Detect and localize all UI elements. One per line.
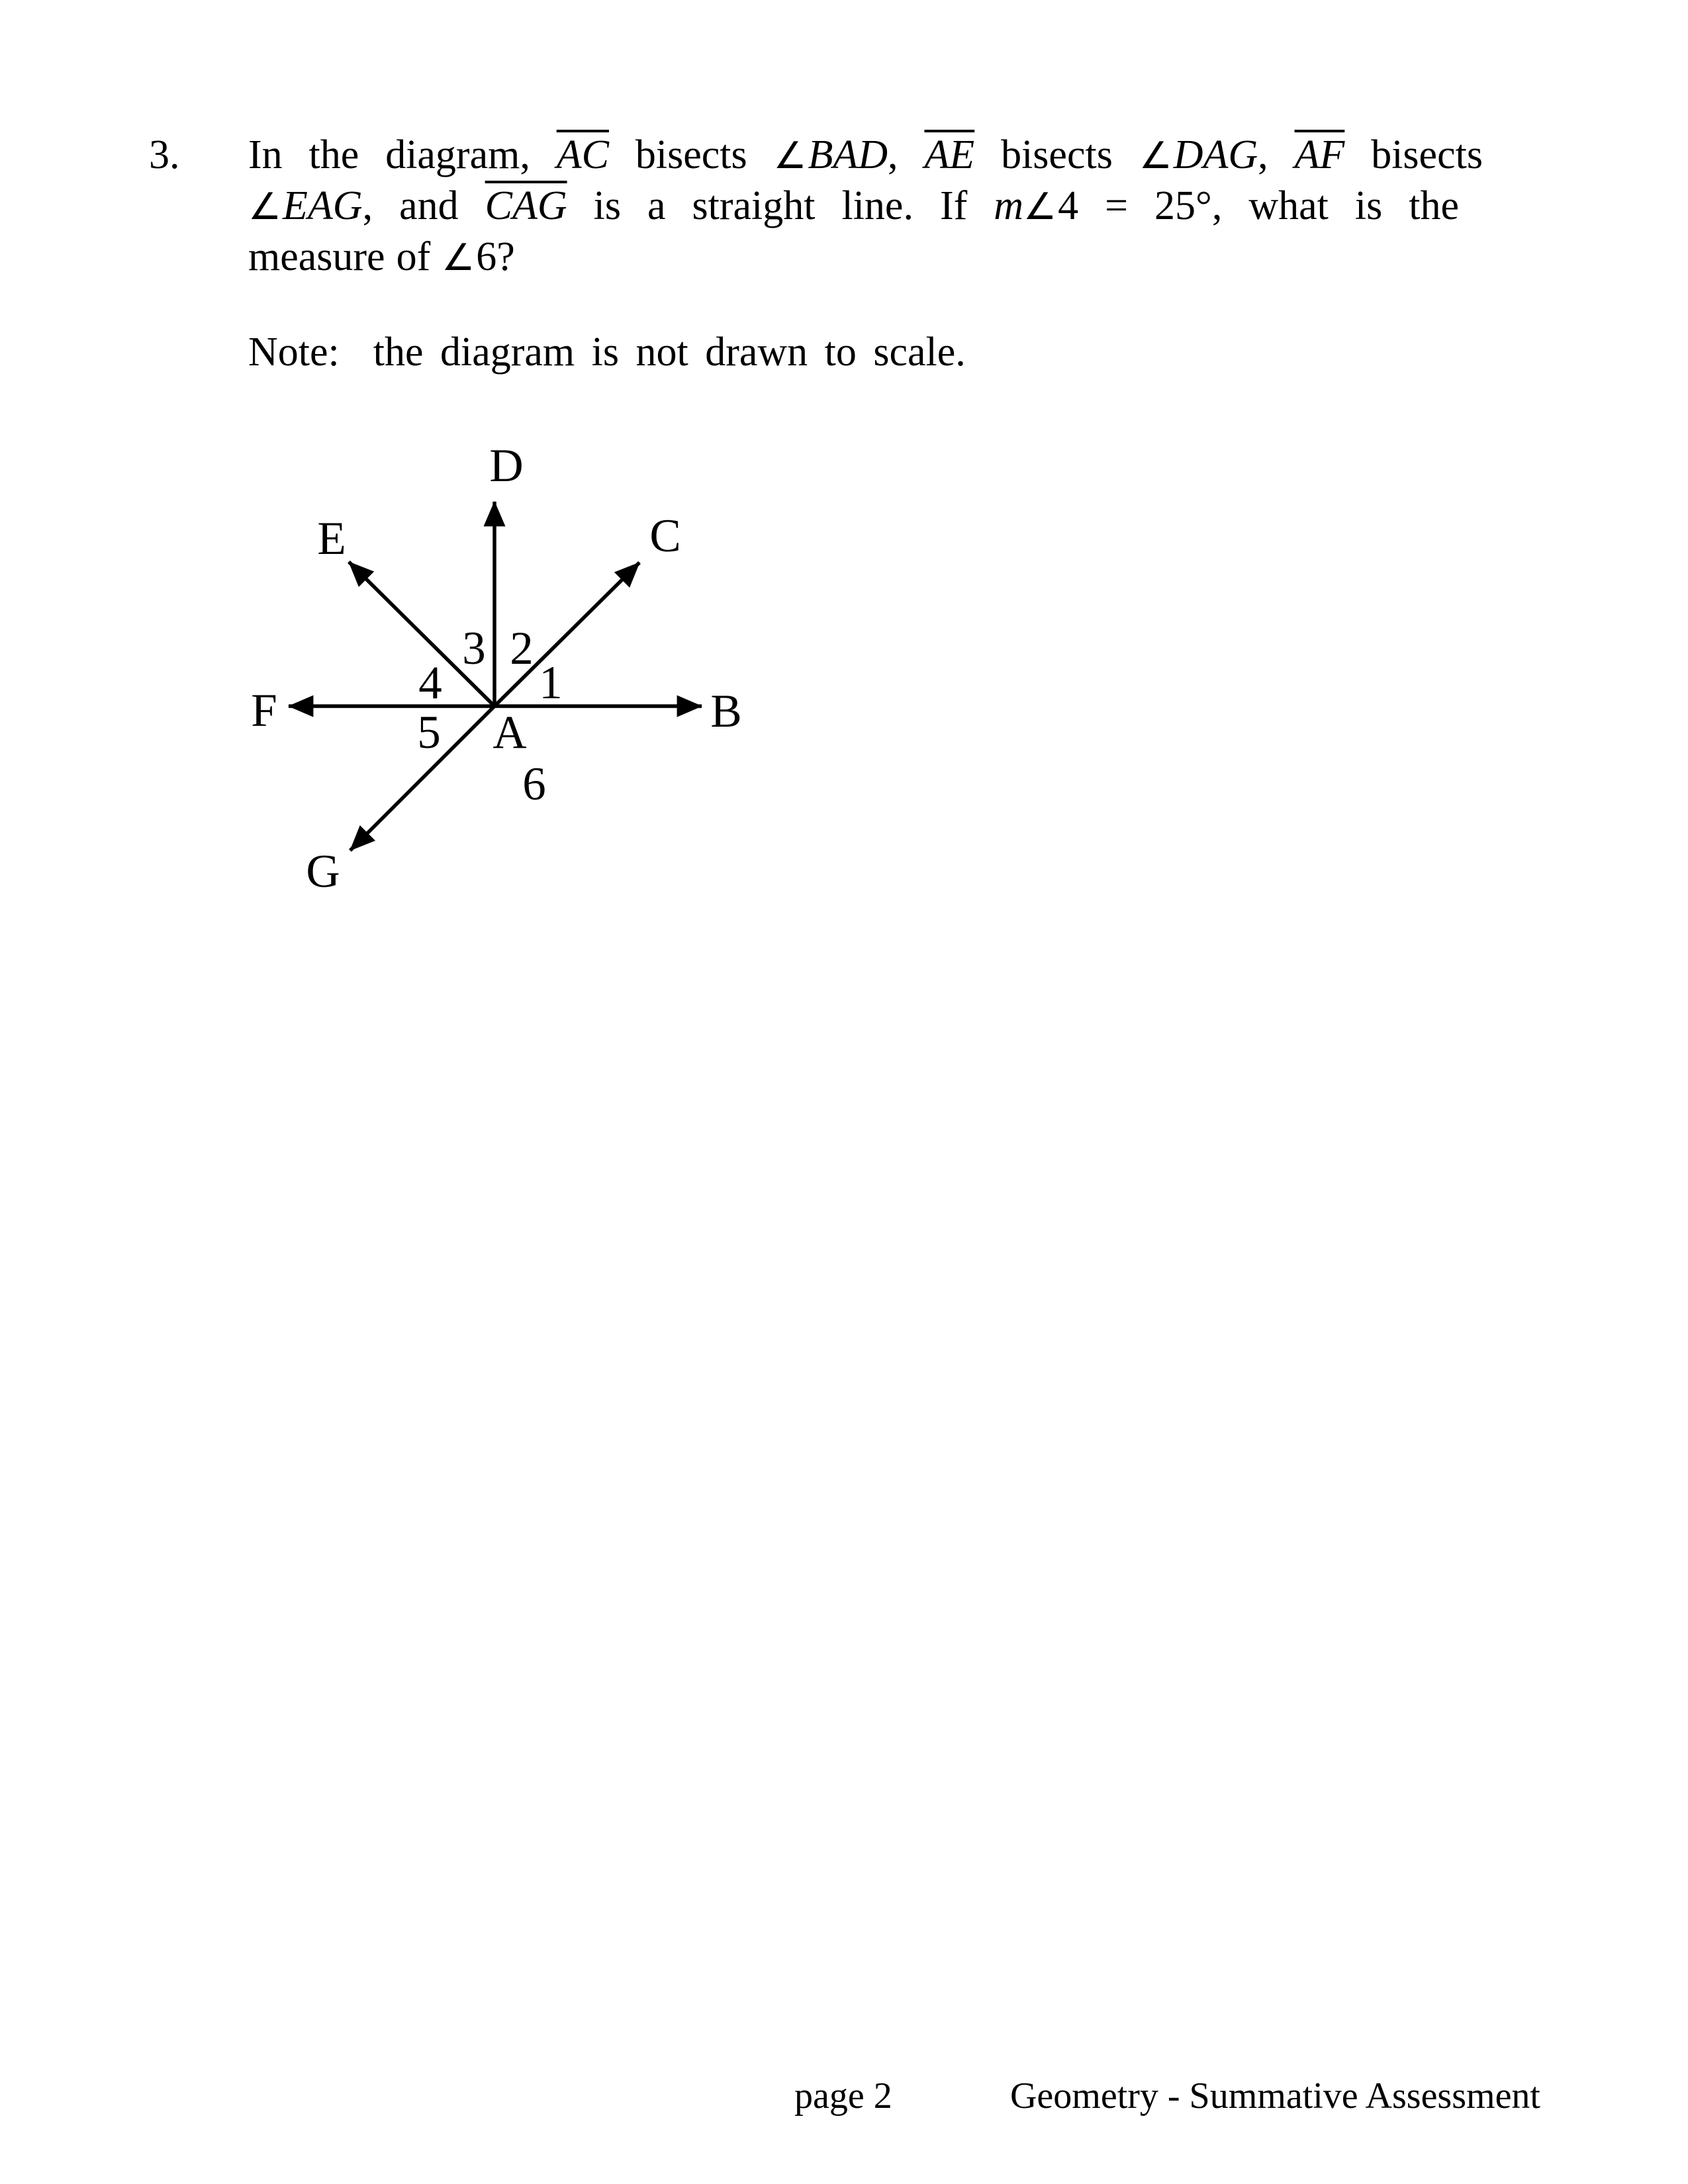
problem-number: 3.: [149, 132, 180, 177]
footer-page-number: page 2: [794, 2075, 892, 2116]
text-segment: 25°,: [1154, 183, 1223, 228]
text-segment: bisects: [635, 132, 747, 177]
segment-overline: $\overline{AE}$: [924, 132, 975, 177]
text-segment: BAD: [808, 132, 888, 177]
word: [248, 234, 385, 279]
text-segment: ,: [888, 132, 898, 177]
text-segment: diagram,: [385, 132, 530, 177]
angle-diagram: [218, 410, 748, 900]
word: [557, 130, 609, 181]
text-segment: DAG: [1173, 132, 1258, 177]
text-segment: a: [647, 183, 666, 228]
angle-label-4: 4: [418, 657, 442, 709]
word: [924, 130, 974, 181]
word: [442, 234, 515, 279]
text-segment: EAG: [283, 183, 363, 228]
angle-label-1: 1: [539, 657, 563, 709]
angle-label-5: 5: [417, 707, 441, 758]
word: [1139, 130, 1268, 181]
angle-symbol: ∠: [773, 134, 807, 177]
text-segment: measure: [248, 234, 385, 279]
text-segment: the: [1409, 183, 1459, 228]
text-segment: 6?: [476, 234, 515, 279]
angle-symbol: ∠: [442, 236, 475, 279]
word: [841, 181, 913, 232]
word: [692, 181, 815, 232]
text-segment: what: [1248, 183, 1329, 228]
text-segment: m: [994, 183, 1024, 228]
word: [485, 181, 567, 232]
word: [773, 130, 898, 181]
point-label-D: D: [489, 440, 524, 492]
point-label-C: C: [649, 510, 681, 562]
word: [248, 181, 373, 232]
angle-label-6: 6: [522, 758, 546, 810]
word: [1248, 181, 1329, 232]
angle-symbol: ∠: [248, 185, 282, 228]
text-segment: 4: [1058, 183, 1079, 228]
word: [248, 130, 283, 181]
segment-overline: $\overline{CAG}$: [485, 183, 567, 228]
text-segment: of: [396, 234, 431, 279]
segment-overline: $\overline{AF}$: [1294, 132, 1345, 177]
angle-label-3: 3: [462, 623, 486, 674]
text-segment: straight: [692, 183, 816, 228]
word: [1001, 130, 1113, 181]
word: [399, 181, 459, 232]
point-label-F: F: [251, 685, 277, 737]
footer-doc-title: Geometry - Summative Assessment: [1009, 2075, 1540, 2116]
word: [647, 181, 666, 232]
text-segment: bisects: [1001, 132, 1113, 177]
text-segment: If: [939, 183, 968, 228]
segment-overline: $\overline{AC}$: [556, 132, 609, 177]
text-segment: ,: [1258, 132, 1268, 177]
angle-symbol: ∠: [1023, 185, 1057, 228]
text-segment: =: [1105, 183, 1129, 228]
point-label-E: E: [317, 513, 346, 565]
problem-text-line: [248, 130, 1483, 181]
note-text: Note: the diagram is not drawn to scale.: [248, 330, 966, 375]
problem-text-line: [248, 181, 1459, 232]
word: [940, 181, 967, 232]
word: [994, 181, 1078, 232]
word: [1409, 181, 1459, 232]
point-label-B: B: [710, 686, 742, 737]
word: [594, 181, 621, 232]
text-segment: bisects: [1371, 132, 1483, 177]
word: [1295, 130, 1345, 181]
problem-text-line: [248, 232, 1483, 283]
point-label-A: A: [492, 707, 527, 758]
point-label-G: G: [306, 846, 340, 897]
word: [397, 234, 431, 279]
text-segment: the: [308, 132, 359, 177]
word: [1154, 181, 1222, 232]
text-segment: In: [248, 132, 283, 177]
angle-label-2: 2: [510, 623, 534, 674]
text-segment: is: [593, 183, 621, 228]
page-footer: [0, 2076, 1688, 2116]
word: [635, 130, 747, 181]
word: [385, 130, 530, 181]
text-segment: and: [399, 183, 459, 228]
word: [1371, 130, 1483, 181]
word: [309, 130, 359, 181]
text-segment: ,: [362, 183, 373, 228]
angle-symbol: ∠: [1139, 134, 1172, 177]
text-segment: line.: [841, 183, 914, 228]
problem-text: [248, 130, 1483, 283]
text-segment: is: [1354, 183, 1383, 228]
word: [1105, 181, 1128, 232]
word: [1355, 181, 1382, 232]
